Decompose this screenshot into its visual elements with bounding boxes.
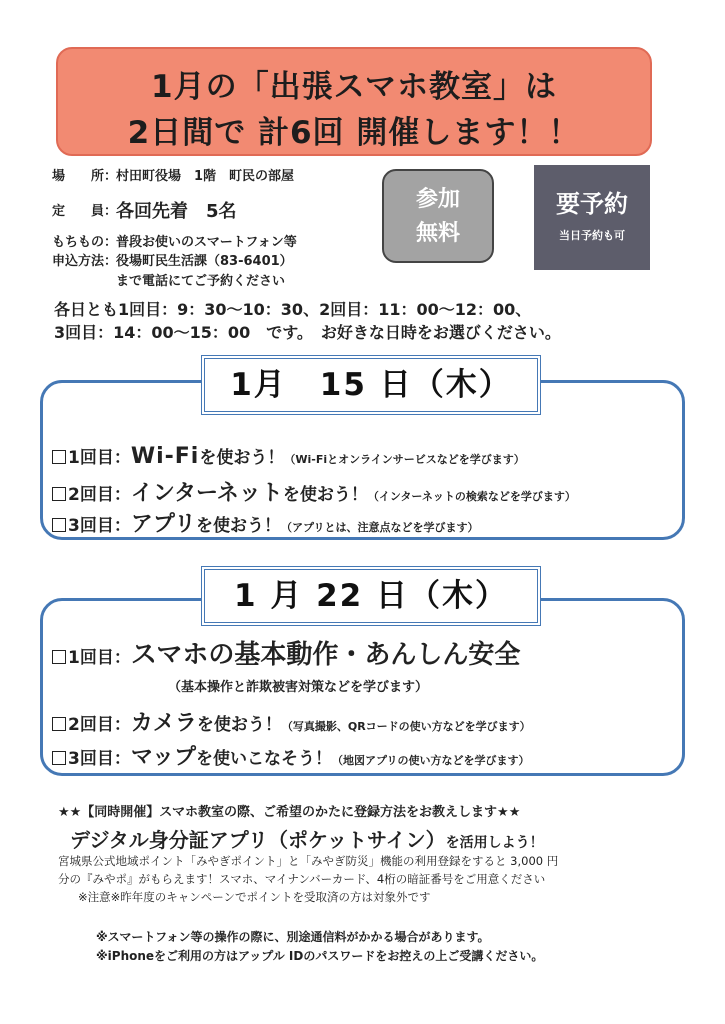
session-number: 3回目： bbox=[68, 749, 131, 769]
session-note: （地図アプリの使い方などを学びます） bbox=[331, 754, 530, 767]
schedule-line-1: 各日とも1回目：9：30～10：30、2回目：11：00～12：00、 bbox=[54, 300, 532, 319]
checkbox-icon bbox=[52, 450, 66, 464]
info-items bbox=[52, 231, 382, 249]
free-badge bbox=[382, 169, 494, 263]
checkbox-icon bbox=[52, 751, 66, 765]
checkbox-icon bbox=[52, 650, 66, 664]
day2-date-tab: 1 月 22 日（木） bbox=[201, 566, 541, 626]
session-number: 2回目： bbox=[68, 715, 131, 735]
session-number: 3回目： bbox=[68, 516, 131, 536]
session-title: マップ bbox=[130, 745, 196, 770]
data-charge-note: ※スマートフォン等の操作の際に、別途通信料がかかる場合があります。 bbox=[96, 930, 490, 944]
session-note: （アプリとは、注意点などを学びます） bbox=[280, 521, 479, 534]
title-banner bbox=[56, 47, 652, 156]
free-badge-line-1: 参加 bbox=[415, 187, 460, 212]
day2-session-1 bbox=[52, 634, 520, 671]
concurrent-event: ★★【同時開催】スマホ教室の際、ご希望のかたに登録方法をお教えします★★ bbox=[58, 805, 521, 820]
info-apply bbox=[52, 250, 382, 268]
session-suffix: を使おう！ bbox=[199, 448, 285, 468]
app-promo bbox=[70, 824, 544, 853]
session-suffix: を使おう！ bbox=[196, 715, 282, 735]
session-suffix: を使おう！ bbox=[195, 516, 281, 536]
capacity-value: 各回先着 5名 bbox=[116, 201, 237, 222]
day2-session-1-note: （基本操作と詐欺被害対策などを学びます） bbox=[168, 680, 429, 695]
reservation-required: 要予約 bbox=[556, 190, 628, 218]
session-note: （写真撮影、QRコードの使い方などを学びます） bbox=[281, 720, 531, 733]
title-line-2: 2日間で 計6回 開催します！！ bbox=[127, 115, 581, 151]
info-place bbox=[52, 165, 382, 183]
apply-note: まで電話にてご予約ください bbox=[116, 274, 286, 289]
same-day-ok: 当日予約も可 bbox=[559, 229, 625, 242]
session-number: 1回目： bbox=[68, 648, 131, 668]
session-note: （インターネットの検索などを学びます） bbox=[367, 490, 576, 503]
title-line-1: 1月の「出張スマホ教室」は bbox=[151, 69, 557, 105]
session-title: スマホの基本動作・あんしん安全 bbox=[130, 640, 521, 670]
reservation-badge bbox=[534, 165, 650, 270]
capacity-label: 定 員： bbox=[52, 204, 118, 219]
session-title: インターネット bbox=[130, 481, 283, 506]
day1-session-2 bbox=[52, 476, 576, 507]
checkbox-icon bbox=[52, 518, 66, 532]
items-value: 普段お使いのスマートフォン等 bbox=[116, 235, 297, 250]
session-title: Wi-Fi bbox=[130, 444, 200, 469]
point-description-2: 分の『みやポ』がもらえます！スマホ、マイナンバーカード、4桁の暗証番号をご用意ください bbox=[58, 872, 546, 886]
session-title: カメラ bbox=[130, 711, 197, 736]
session-suffix: を使いこなそう！ bbox=[195, 749, 332, 769]
schedule-line-2: 3回目：14：00～15：00 です。 お好きな日時をお選びください。 bbox=[54, 323, 561, 342]
campaign-caution: ※注意※昨年度のキャンペーンでポイントを受取済の方は対象外です bbox=[78, 890, 431, 904]
day1-session-3 bbox=[52, 507, 479, 538]
day2-session-3 bbox=[52, 740, 530, 771]
session-number: 2回目： bbox=[68, 485, 131, 505]
day1-date-tab: 1月 15 日（木） bbox=[201, 355, 541, 415]
place-label: 場 所： bbox=[52, 169, 118, 184]
checkbox-icon bbox=[52, 717, 66, 731]
iphone-note: ※iPhoneをご利用の方はアップル IDのパスワードをお控えの上ご受講ください。 bbox=[96, 949, 544, 963]
apply-value: 役場町民生活課（83-6401） bbox=[116, 254, 293, 269]
day1-session-1 bbox=[52, 443, 525, 469]
items-label: もちもの： bbox=[52, 235, 118, 250]
app-suffix: を活用しよう！ bbox=[445, 835, 544, 851]
session-note: （Wi-Fiとオンラインサービスなどを学びます） bbox=[284, 453, 525, 466]
place-value: 村田町役場 1階 町民の部屋 bbox=[116, 169, 295, 184]
checkbox-icon bbox=[52, 487, 66, 501]
session-number: 1回目： bbox=[68, 448, 131, 468]
apply-label: 申込方法： bbox=[52, 254, 118, 269]
session-suffix: を使おう！ bbox=[282, 485, 368, 505]
day2-session-2 bbox=[52, 706, 531, 737]
free-badge-line-2: 無料 bbox=[415, 221, 460, 246]
info-capacity bbox=[52, 197, 382, 222]
app-title: デジタル身分証アプリ（ポケットサイン） bbox=[70, 828, 446, 852]
session-title: アプリ bbox=[130, 512, 196, 537]
point-description-1: 宮城県公式地域ポイント「みやぎポイント」と「みやぎ防災」機能の利用登録をすると 3,000 円 bbox=[58, 854, 559, 868]
